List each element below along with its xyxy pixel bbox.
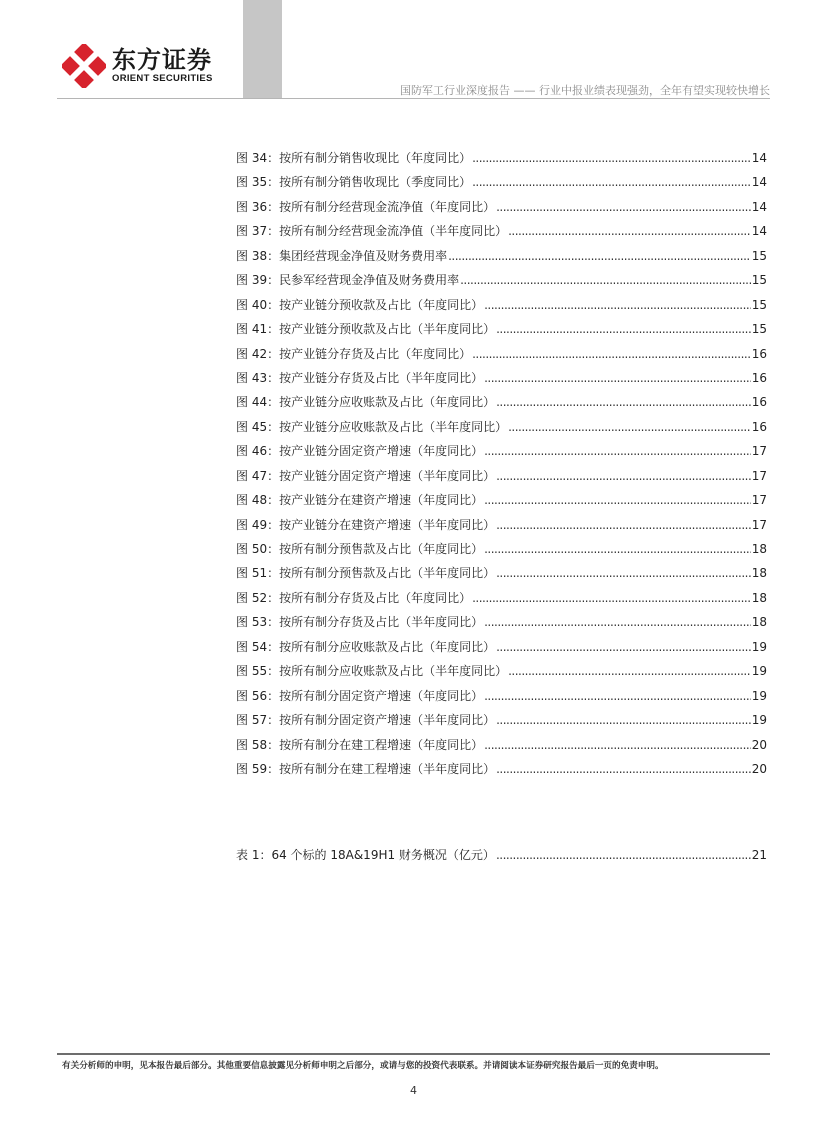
toc-entry[interactable]	[236, 540, 767, 564]
toc-entry-page: 19	[751, 664, 767, 679]
toc-entry-page: 18	[751, 590, 767, 605]
toc-leader-dots	[484, 738, 751, 752]
toc-leader-dots	[496, 200, 751, 214]
toc-entry[interactable]	[236, 173, 767, 197]
toc-entry-page: 16	[751, 419, 767, 434]
toc-entry-label: 图 57：按所有制分固定资产增速（半年度同比）	[236, 713, 496, 728]
figure-list	[236, 149, 767, 784]
toc-leader-dots	[496, 640, 751, 654]
toc-leader-dots	[496, 322, 751, 336]
toc-entry-page: 16	[751, 346, 767, 361]
toc-leader-dots	[484, 689, 751, 703]
toc-entry[interactable]	[236, 442, 767, 466]
toc-entry-label: 图 48：按产业链分在建资产增速（年度同比）	[236, 493, 484, 508]
toc-entry-label: 图 38：集团经营现金净值及财务费用率	[236, 248, 448, 263]
toc-leader-dots	[508, 420, 751, 434]
toc-entry-label: 图 54：按所有制分应收账款及占比（年度同比）	[236, 639, 496, 654]
toc-entry-page: 15	[751, 322, 767, 337]
toc-entry-page: 16	[751, 370, 767, 385]
toc-entry[interactable]	[236, 198, 767, 222]
toc-leader-dots	[496, 713, 751, 727]
toc-leader-dots	[484, 444, 751, 458]
toc-entry[interactable]	[236, 393, 767, 417]
toc-entry-label: 图 40：按产业链分预收款及占比（年度同比）	[236, 297, 484, 312]
toc-entry-label: 图 53：按所有制分存货及占比（半年度同比）	[236, 615, 484, 630]
toc-entry-page: 18	[751, 566, 767, 581]
toc-leader-dots	[484, 542, 751, 556]
toc-leader-dots	[496, 762, 751, 776]
toc-entry[interactable]	[236, 638, 767, 662]
toc-leader-dots	[448, 249, 751, 263]
toc-entry-label: 图 56：按所有制分固定资产增速（年度同比）	[236, 688, 484, 703]
toc-leader-dots	[496, 566, 751, 580]
toc-entry[interactable]	[236, 613, 767, 637]
toc-entry-label: 图 45：按产业链分应收账款及占比（半年度同比）	[236, 419, 508, 434]
toc-table-entry[interactable]	[236, 846, 767, 870]
toc-entry-page: 17	[751, 444, 767, 459]
toc-leader-dots	[484, 493, 751, 507]
toc-entry-label: 图 34：按所有制分销售收现比（年度同比）	[236, 151, 472, 165]
toc-entry-page: 15	[751, 297, 767, 312]
toc-entry-label: 图 58：按所有制分在建工程增速（年度同比）	[236, 737, 484, 752]
toc-entry-page: 15	[751, 248, 767, 263]
toc-entry[interactable]	[236, 467, 767, 491]
toc-entry-page: 14	[751, 199, 767, 214]
toc-entry[interactable]	[236, 271, 767, 295]
toc-entry-page: 17	[751, 493, 767, 508]
toc-leader-dots	[472, 175, 751, 189]
toc-entry-page: 18	[751, 542, 767, 556]
toc-entry-label: 图 51：按所有制分预售款及占比（半年度同比）	[236, 566, 496, 581]
toc-entry[interactable]	[236, 222, 767, 246]
toc-entry[interactable]	[236, 687, 767, 711]
toc-entry-page: 17	[751, 517, 767, 532]
toc-entry-label: 图 42：按产业链分存货及占比（年度同比）	[236, 346, 472, 361]
toc-leader-dots	[484, 371, 751, 385]
toc-entry[interactable]	[236, 418, 767, 442]
toc-entry-page: 15	[751, 273, 767, 288]
toc-entry-label: 图 36：按所有制分经营现金流净值（年度同比）	[236, 199, 496, 214]
company-logo	[62, 44, 213, 88]
toc-entry-label: 图 55：按所有制分应收账款及占比（半年度同比）	[236, 664, 508, 679]
toc-entry[interactable]	[236, 491, 767, 515]
header-divider	[57, 98, 770, 99]
footer-disclaimer: 有关分析师的申明，见本报告最后部分。其他重要信息披露见分析师申明之后部分，或请与您的投资代表联系。并请阅读本证券研究报告最后一页的免责申明。	[62, 1061, 664, 1071]
toc-leader-dots	[496, 518, 751, 532]
toc-leader-dots	[508, 224, 751, 238]
toc-entry-page: 19	[751, 639, 767, 654]
toc-entry-page: 21	[751, 848, 767, 862]
toc-entry[interactable]	[236, 296, 767, 320]
toc-entry[interactable]	[236, 369, 767, 393]
toc-entry-page: 18	[751, 615, 767, 630]
toc-leader-dots	[508, 664, 751, 678]
report-title: 国防军工行业深度报告 —— 行业中报业绩表现强劲，全年有望实现较快增长	[400, 84, 770, 97]
toc-entry-label: 图 43：按产业链分存货及占比（半年度同比）	[236, 370, 484, 385]
toc-entry-page: 17	[751, 468, 767, 483]
toc-entry-page: 19	[751, 713, 767, 728]
toc-leader-dots	[496, 848, 751, 862]
toc-entry[interactable]	[236, 662, 767, 686]
toc-leader-dots	[484, 298, 751, 312]
toc-entry-label: 图 52：按所有制分存货及占比（年度同比）	[236, 590, 472, 605]
toc-entry-label: 图 39：民参军经营现金净值及财务费用率	[236, 273, 460, 288]
toc-entry[interactable]	[236, 247, 767, 271]
toc-entry-page: 14	[751, 151, 767, 165]
toc-leader-dots	[484, 615, 751, 629]
toc-entry[interactable]	[236, 711, 767, 735]
table-list	[236, 846, 767, 870]
toc-leader-dots	[472, 591, 751, 605]
toc-entry-label: 图 49：按产业链分在建资产增速（半年度同比）	[236, 517, 496, 532]
toc-leader-dots	[472, 347, 751, 361]
toc-entry-label: 图 41：按产业链分预收款及占比（半年度同比）	[236, 322, 496, 337]
toc-entry[interactable]	[236, 149, 767, 173]
toc-leader-dots	[496, 395, 751, 409]
toc-entry-label: 图 46：按产业链分固定资产增速（年度同比）	[236, 444, 484, 459]
toc-entry[interactable]	[236, 516, 767, 540]
logo-english-name: ORIENT SECURITIES	[112, 73, 213, 84]
toc-entry[interactable]	[236, 345, 767, 369]
toc-entry-page: 14	[751, 175, 767, 190]
toc-leader-dots	[460, 273, 751, 287]
header-gray-tab	[243, 0, 282, 98]
toc-entry-label: 图 59：按所有制分在建工程增速（半年度同比）	[236, 761, 496, 776]
toc-entry[interactable]	[236, 320, 767, 344]
toc-entry[interactable]	[236, 564, 767, 588]
toc-leader-dots	[472, 151, 751, 165]
logo-chinese-name: 东方证券	[112, 46, 212, 74]
toc-entry-page: 20	[751, 737, 767, 752]
toc-leader-dots	[496, 469, 751, 483]
footer-divider	[57, 1053, 770, 1055]
toc-entry[interactable]	[236, 589, 767, 613]
page-number: 4	[410, 1084, 417, 1097]
toc-entry-page: 14	[751, 224, 767, 239]
toc-entry-label: 图 35：按所有制分销售收现比（季度同比）	[236, 175, 472, 190]
toc-entry-page: 19	[751, 688, 767, 703]
orient-logo-icon	[62, 44, 106, 88]
toc-entry-page: 20	[751, 761, 767, 776]
toc-entry-label: 图 47：按产业链分固定资产增速（半年度同比）	[236, 468, 496, 483]
toc-entry-label: 表 1：64 个标的 18A&19H1 财务概况（亿元）	[236, 848, 495, 862]
toc-entry-page: 16	[751, 395, 767, 410]
toc-entry-label: 图 50：按所有制分预售款及占比（年度同比）	[236, 542, 484, 556]
toc-entry-label: 图 37：按所有制分经营现金流净值（半年度同比）	[236, 224, 508, 239]
toc-entry[interactable]	[236, 760, 767, 784]
toc-entry[interactable]	[236, 736, 767, 760]
toc-entry-label: 图 44：按产业链分应收账款及占比（年度同比）	[236, 395, 496, 410]
